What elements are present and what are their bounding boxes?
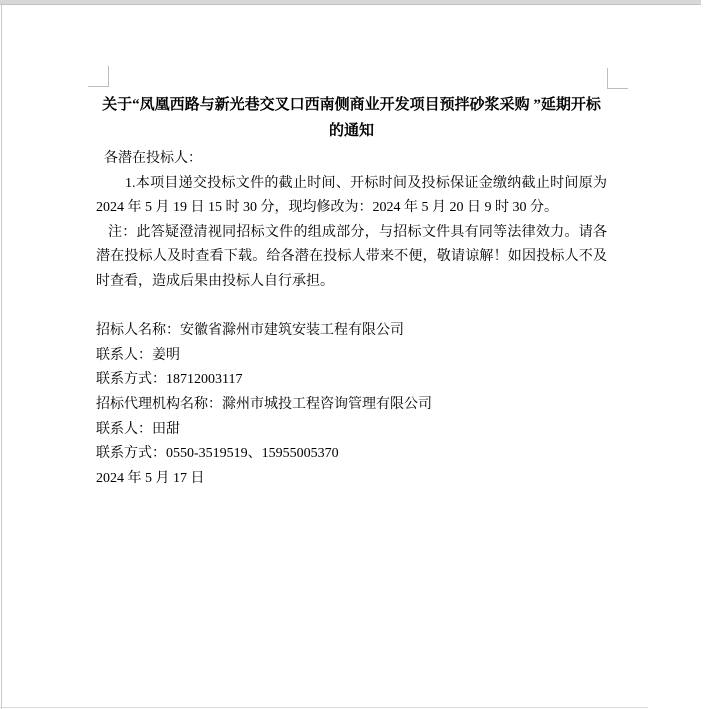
contact-line-agency-person: 联系人：田甜 — [96, 421, 180, 437]
contact-line-tenderer-phone: 联系方式：18712003117 — [96, 372, 243, 388]
window-top-edge — [0, 0, 701, 5]
paragraph-note: 注：此答疑澄清视同招标文件的组成部分，与招标文件具有同等法律效力。请各潜在投标人及时查看下载。给各潜在投标人带来不便，敬请谅解！如因投标人不及时查看，造成后果由投标人自行承担。 — [96, 224, 607, 289]
title-line-2: 的通知 — [328, 123, 374, 139]
title-line-1: 关于“凤凰西路与新光巷交叉口西南侧商业开发项目预拌砂浆采购 ”延期开标 — [102, 97, 601, 113]
paragraph-deadline-change: 1.本项目递交投标文件的截止时间、开标时间及投标保证金缴纳截止时间原为 2024 年 5 月 19 日 15 时 30 分，现均修改为：2024 年 5 月 20 日 9 时 30 分。 — [96, 175, 607, 216]
page-left-edge — [1, 4, 2, 709]
contact-line-tenderer-person: 联系人：姜明 — [96, 347, 180, 363]
salutation: 各潜在投标人： — [104, 151, 202, 166]
contact-line-agency-phone: 联系方式：0550-3519519、15955005370 — [96, 446, 339, 462]
blank-line — [96, 295, 607, 320]
contact-line-agency-name: 招标代理机构名称：滁州市城投工程咨询管理有限公司 — [96, 396, 432, 412]
document-date: 2024 年 5 月 17 日 — [96, 470, 205, 486]
document-title — [96, 92, 607, 144]
text-boundary-mark-top-left — [88, 66, 109, 87]
document-body — [96, 92, 607, 491]
text-boundary-mark-top-right — [607, 68, 628, 89]
page-bottom-edge — [0, 707, 648, 708]
contact-line-tenderer-name: 招标人名称：安徽省滁州市建筑安装工程有限公司 — [96, 323, 404, 339]
